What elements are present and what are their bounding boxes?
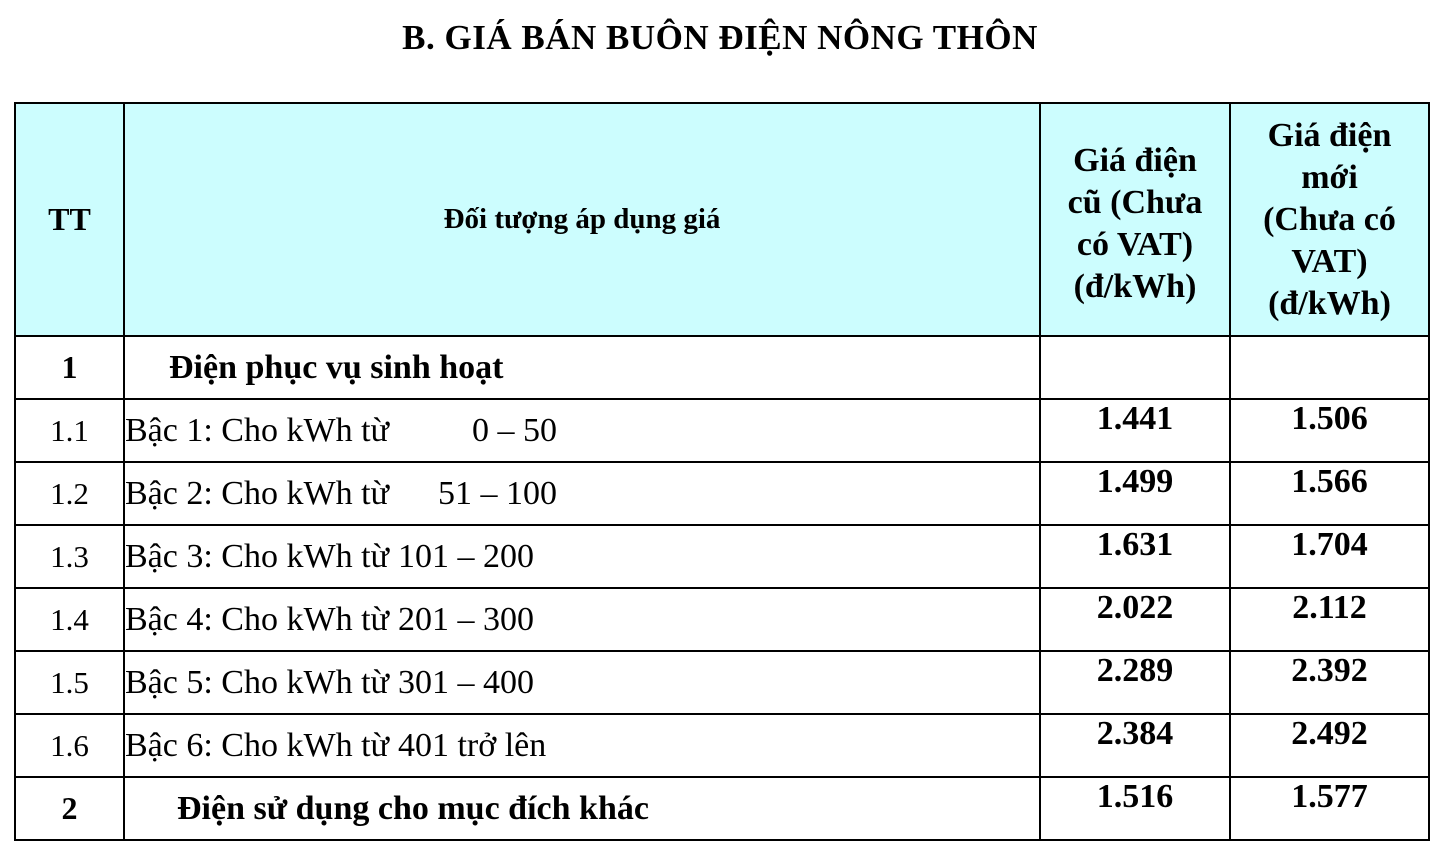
kwh-range: 201 – 300: [397, 600, 534, 638]
header-new-price-line: (đ/kWh): [1268, 284, 1391, 322]
header-subject: Đối tượng áp dụng giá: [124, 103, 1040, 336]
row-subject: [124, 525, 1040, 588]
old-price-cell: 1.499: [1040, 462, 1230, 525]
tier-label: Bậc 4: Cho kWh từ: [125, 600, 389, 638]
header-new-price-line: VAT): [1291, 242, 1368, 280]
tier-label: Bậc 3: Cho kWh từ: [125, 537, 389, 575]
row-subject: Điện sử dụng cho mục đích khác: [124, 777, 1040, 840]
header-new-price: [1230, 103, 1429, 336]
tier-label: Bậc 2: Cho kWh từ: [125, 474, 389, 512]
row-number: 1: [15, 336, 124, 399]
table-row: [15, 714, 1429, 777]
table-row: [15, 525, 1429, 588]
header-old-price-line: (đ/kWh): [1073, 267, 1197, 305]
row-subject: [124, 462, 1040, 525]
old-price-cell: 1.631: [1040, 525, 1230, 588]
row-subject: [124, 399, 1040, 462]
row-number: 1.6: [15, 714, 124, 777]
kwh-range: 0 – 50: [471, 411, 557, 449]
old-price-cell: 2.289: [1040, 651, 1230, 714]
new-price-cell: 1.704: [1230, 525, 1429, 588]
header-tt: TT: [15, 103, 124, 336]
header-new-price-line: (Chưa có: [1263, 200, 1396, 238]
row-subject: [124, 588, 1040, 651]
new-price-cell: 2.492: [1230, 714, 1429, 777]
header-new-price-line: mới: [1301, 158, 1358, 196]
price-table: [14, 102, 1430, 841]
row-number: 1.4: [15, 588, 124, 651]
old-price-cell: 2.022: [1040, 588, 1230, 651]
header-old-price-line: có VAT): [1076, 225, 1194, 263]
header-old-price: [1040, 103, 1230, 336]
table-row: [15, 651, 1429, 714]
tier-label: Bậc 5: Cho kWh từ: [125, 663, 389, 701]
new-price-cell: 1.577: [1230, 777, 1429, 840]
row-number: 1.5: [15, 651, 124, 714]
table-row: [15, 462, 1429, 525]
row-subject: [124, 714, 1040, 777]
table-row: [15, 588, 1429, 651]
new-price-cell: 2.392: [1230, 651, 1429, 714]
tier-label: Bậc 6: Cho kWh từ: [125, 726, 389, 764]
table-row: [15, 399, 1429, 462]
row-number: 1.1: [15, 399, 124, 462]
table-row: [15, 777, 1429, 840]
old-price-cell: 2.384: [1040, 714, 1230, 777]
old-price-cell: [1040, 336, 1230, 399]
row-number: 1.2: [15, 462, 124, 525]
tier-label: Bậc 1: Cho kWh từ: [125, 411, 389, 449]
new-price-cell: 1.506: [1230, 399, 1429, 462]
row-subject: [124, 651, 1040, 714]
old-price-cell: 1.441: [1040, 399, 1230, 462]
kwh-range: 101 – 200: [397, 537, 534, 575]
new-price-cell: 2.112: [1230, 588, 1429, 651]
table-row: [15, 336, 1429, 399]
header-new-price-line: Giá điện: [1267, 116, 1392, 154]
old-price-cell: 1.516: [1040, 777, 1230, 840]
kwh-range: 301 – 400: [397, 663, 534, 701]
new-price-cell: 1.566: [1230, 462, 1429, 525]
kwh-range: 51 – 100: [437, 474, 557, 512]
table-header-row: [15, 103, 1429, 336]
row-number: 1.3: [15, 525, 124, 588]
header-old-price-line: Giá điện: [1073, 141, 1197, 179]
page-title: B. GIÁ BÁN BUÔN ĐIỆN NÔNG THÔN: [402, 18, 1038, 57]
new-price-cell: [1230, 336, 1429, 399]
kwh-range: 401 trở lên: [397, 726, 547, 764]
header-old-price-line: cũ (Chưa: [1067, 183, 1203, 221]
row-number: 2: [15, 777, 124, 840]
row-subject: Điện phục vụ sinh hoạt: [124, 336, 1040, 399]
